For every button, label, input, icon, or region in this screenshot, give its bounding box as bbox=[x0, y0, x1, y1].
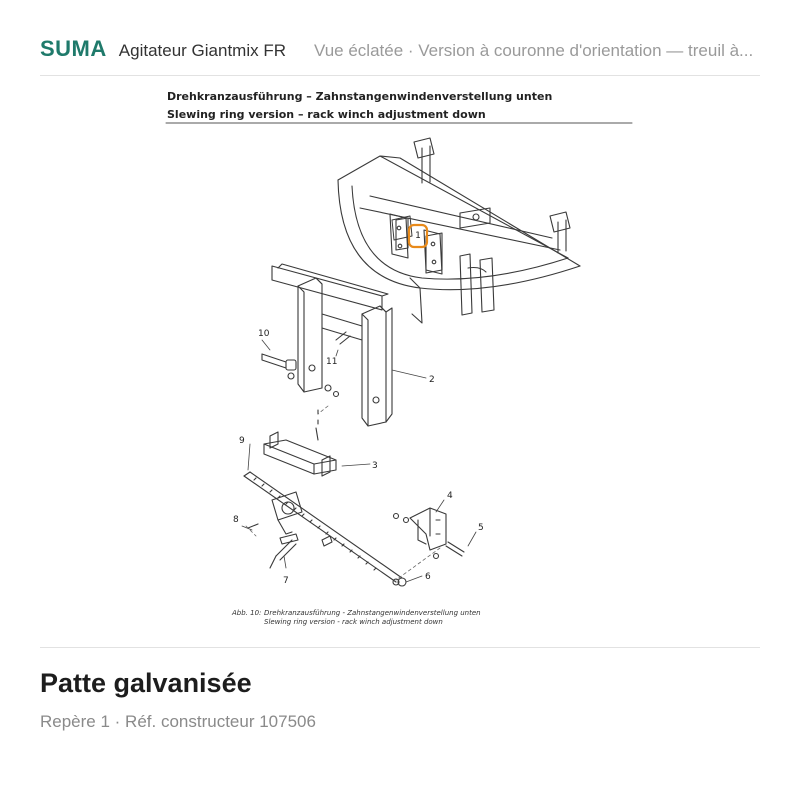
model-name[interactable]: Agitateur Giantmix FR bbox=[118, 41, 287, 60]
callout-6[interactable]: 6 bbox=[425, 572, 431, 582]
figure-caption-de: Drehkranzausführung - Zahnstangenwindenverstellung unten bbox=[264, 609, 481, 617]
assembly-lines bbox=[246, 406, 440, 580]
header-divider bbox=[40, 75, 760, 76]
callout-8[interactable]: 8 bbox=[233, 515, 239, 525]
brand-logo[interactable]: SUMA bbox=[40, 36, 107, 61]
callout-5[interactable]: 5 bbox=[478, 523, 484, 533]
callout-4[interactable]: 4 bbox=[447, 491, 453, 501]
figure-caption-en: Slewing ring version - rack winch adjustment down bbox=[264, 618, 443, 626]
part-reference: Repère 1 · Réf. constructeur 107506 bbox=[40, 712, 316, 731]
figure-label: Abb. 10: bbox=[232, 609, 262, 617]
rack-winch bbox=[244, 472, 406, 586]
caption-de: Drehkranzausführung – Zahnstangenwindenverstellung unten bbox=[167, 90, 553, 103]
callout-2[interactable]: 2 bbox=[429, 375, 435, 385]
callout-11[interactable]: 11 bbox=[326, 357, 338, 367]
winch-bracket bbox=[264, 410, 336, 476]
callout-9[interactable]: 9 bbox=[239, 436, 245, 446]
mast-frame bbox=[272, 264, 392, 426]
header bbox=[40, 36, 760, 72]
exploded-view-drawing bbox=[40, 88, 760, 640]
callout-1[interactable]: 1 bbox=[415, 231, 421, 241]
callout-3[interactable]: 3 bbox=[372, 461, 378, 471]
content-divider bbox=[40, 647, 760, 648]
part-title: Patte galvanisée bbox=[40, 668, 252, 698]
galvanised-bracket-pair bbox=[390, 214, 442, 274]
slewing-ring-frame bbox=[338, 138, 580, 323]
callout-7[interactable]: 7 bbox=[283, 576, 289, 586]
caption-en: Slewing ring version – rack winch adjustment down bbox=[167, 108, 486, 121]
callout-10[interactable]: 10 bbox=[258, 329, 270, 339]
breadcrumb[interactable]: Vue éclatée · Version à couronne d'orientation — treuil à... bbox=[314, 41, 754, 60]
